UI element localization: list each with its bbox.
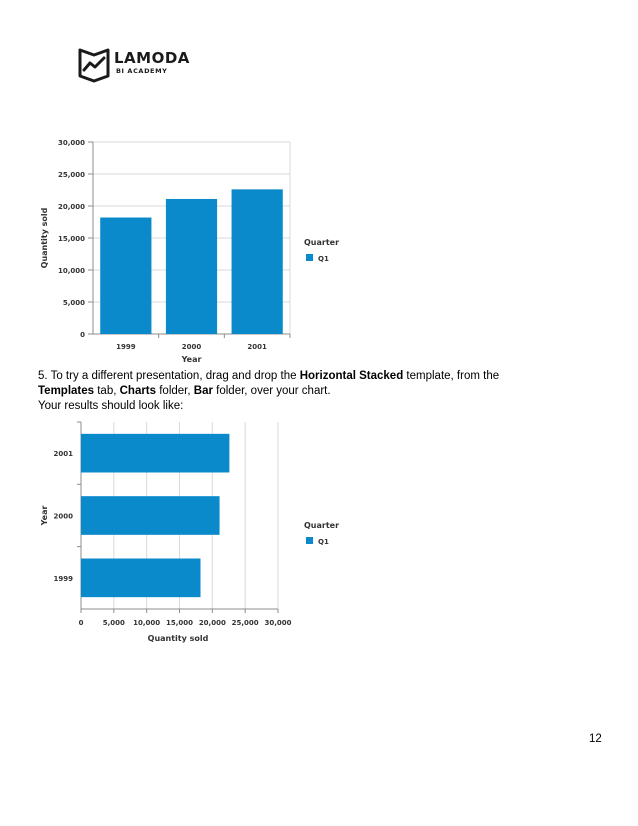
templates-tab-bold: Templates bbox=[38, 385, 95, 397]
bar bbox=[100, 218, 151, 334]
bar bbox=[81, 559, 201, 598]
bar bbox=[232, 189, 283, 334]
instruction-line-1 bbox=[38, 369, 598, 384]
bar bbox=[81, 496, 220, 535]
y-tick-label: 2000 bbox=[53, 512, 73, 521]
legend-title: Quarter bbox=[304, 238, 340, 247]
x-tick-label: 0 bbox=[78, 619, 84, 627]
horizontal-bar-chart bbox=[38, 420, 358, 657]
logo-emblem-icon bbox=[78, 46, 112, 84]
instruction-line-3: Your results should look like: bbox=[38, 400, 184, 412]
instruction-paragraph bbox=[38, 369, 598, 414]
x-tick-label: 2001 bbox=[247, 343, 267, 351]
instruction-text: template, from the bbox=[403, 370, 500, 382]
vertical-bar-chart-svg bbox=[38, 130, 358, 366]
page-number: 12 bbox=[589, 733, 602, 745]
bar bbox=[166, 199, 217, 334]
template-name-bold: Horizontal Stacked bbox=[299, 370, 404, 382]
x-tick-label: 1999 bbox=[116, 343, 136, 351]
vertical-bar-chart bbox=[38, 130, 358, 371]
charts-folder-bold: Charts bbox=[119, 385, 157, 397]
x-tick-label: 30,000 bbox=[264, 619, 292, 627]
bar bbox=[81, 434, 229, 473]
legend-label: Q1 bbox=[318, 255, 329, 263]
legend-title: Quarter bbox=[304, 521, 340, 530]
y-tick-label: 15,000 bbox=[57, 235, 85, 243]
lamoda-logo bbox=[78, 46, 198, 86]
x-tick-label: 5,000 bbox=[102, 619, 125, 627]
y-tick-label: 10,000 bbox=[57, 267, 85, 275]
horizontal-bar-chart-svg bbox=[38, 420, 358, 652]
x-tick-label: 25,000 bbox=[231, 619, 259, 627]
x-axis-title: Year bbox=[181, 355, 202, 364]
x-tick-label: 15,000 bbox=[165, 619, 194, 627]
x-tick-label: 10,000 bbox=[133, 619, 161, 627]
y-tick-label: 1999 bbox=[53, 574, 73, 583]
legend-swatch bbox=[306, 254, 313, 261]
instruction-text: 5. To try a different presentation, drag and drop the bbox=[38, 370, 300, 382]
y-tick-label: 0 bbox=[80, 331, 85, 339]
x-tick-label: 20,000 bbox=[198, 619, 226, 627]
instruction-text: folder, over your chart. bbox=[212, 385, 331, 397]
x-tick-label: 2000 bbox=[181, 343, 202, 351]
legend-label: Q1 bbox=[318, 538, 329, 546]
y-axis-title: Quantity sold bbox=[40, 207, 49, 269]
y-tick-label: 25,000 bbox=[57, 171, 85, 179]
logo-brand-text: LAMODA bbox=[114, 49, 190, 67]
instruction-text: folder, bbox=[156, 385, 194, 397]
y-tick-label: 30,000 bbox=[57, 139, 85, 147]
x-axis-title: Quantity sold bbox=[147, 634, 209, 643]
instruction-text: tab, bbox=[94, 385, 120, 397]
legend-swatch bbox=[306, 537, 313, 544]
logo-subtitle-text: BI ACADEMY bbox=[116, 67, 168, 75]
bar-folder-bold: Bar bbox=[193, 385, 213, 397]
y-tick-label: 20,000 bbox=[57, 203, 85, 211]
instruction-line-2 bbox=[38, 384, 598, 399]
y-tick-label: 5,000 bbox=[62, 299, 85, 307]
y-axis-title: Year bbox=[40, 505, 49, 526]
y-tick-label: 2001 bbox=[53, 450, 73, 459]
